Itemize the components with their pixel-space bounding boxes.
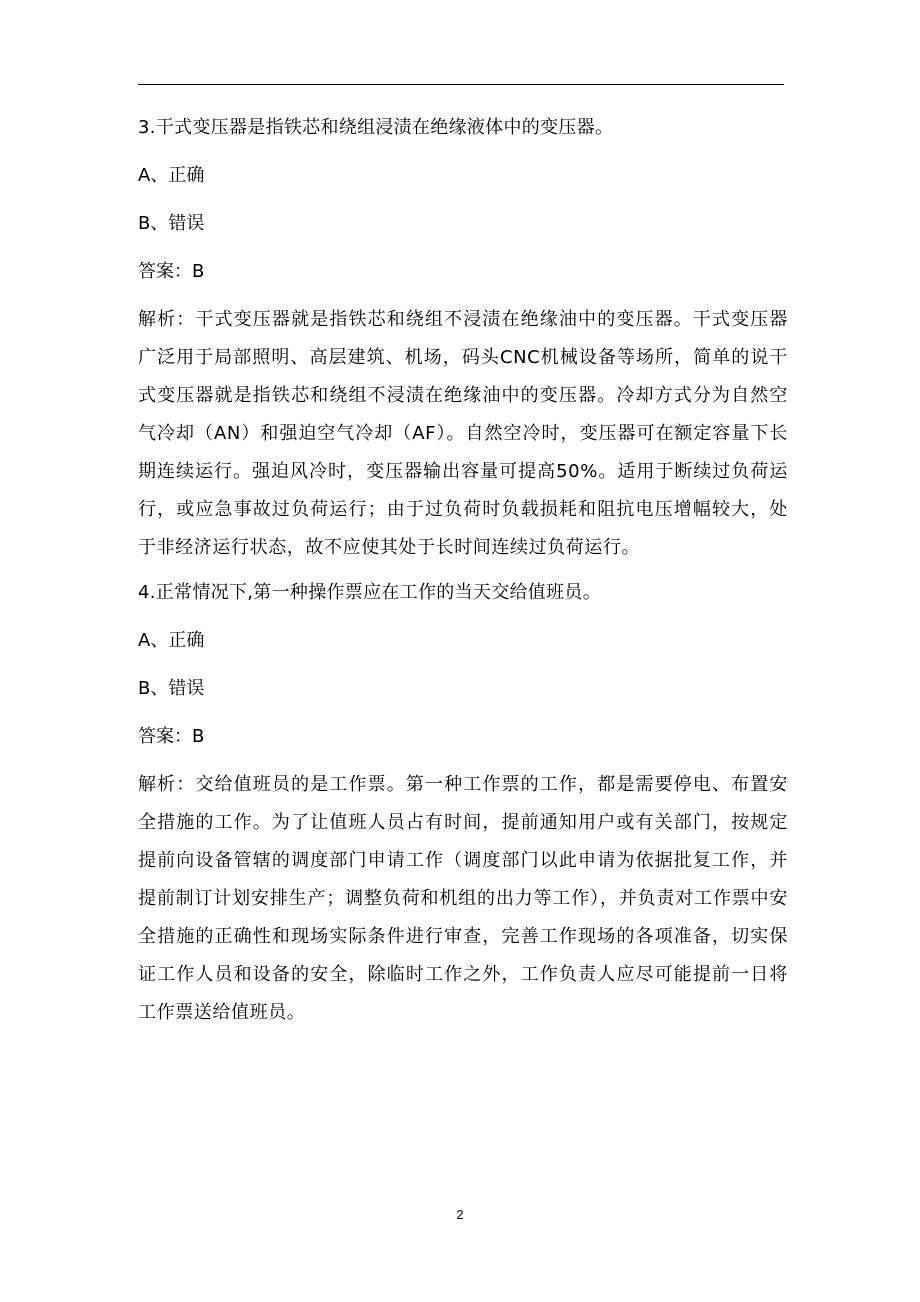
option-b: B、错误: [138, 213, 205, 234]
answer: 答案：B: [138, 261, 205, 282]
question-text: 4.正常情况下,第一种操作票应在工作的当天交给值班员。: [138, 582, 601, 603]
option-b: B、错误: [138, 678, 205, 699]
option-a: A、正确: [138, 165, 205, 186]
question-block-4: [138, 581, 788, 1032]
question-text: 3.干式变压器是指铁芯和绕组浸渍在绝缘液体中的变压器。: [138, 117, 614, 138]
analysis: 解析：干式变压器就是指铁芯和绕组不浸渍在绝缘油中的变压器。干式变压器广泛用于局部照明、高层建筑、机场，码头CNC机械设备等场所，简单的说干式变压器就是指铁芯和绕组不浸渍在绝缘油中的变压器。冷却方式分为自然空气冷却（AN）和强迫空气冷却（AF）。自然空冷时，变压器可在额定容量下长期连续运行。强迫风冷时，变压器输出容量可提高50%。适用于断续过负荷运行，或应急事故过负荷运行；由于过负荷时负载损耗和阻抗电压增幅较大，处于非经济运行状态，故不应使其处于长时间连续过负荷运行。: [138, 309, 788, 558]
option-a: A、正确: [138, 630, 205, 651]
header-rule: [138, 84, 784, 85]
analysis: 解析：交给值班员的是工作票。第一种工作票的工作，都是需要停电、布置安全措施的工作。为了让值班人员占有时间，提前通知用户或有关部门，按规定提前向设备管辖的调度部门申请工作（调度部门以此申请为依据批复工作，并提前制订计划安排生产；调整负荷和机组的出力等工作），并负责对工作票中安全措施的正确性和现场实际条件进行审查，完善工作现场的各项准备，切实保证工作人员和设备的安全，除临时工作之外，工作负责人应尽可能提前一日将工作票送给值班员。: [138, 774, 788, 1023]
answer: 答案：B: [138, 726, 205, 747]
page-number: 2: [456, 1207, 464, 1222]
question-block-3: [138, 116, 788, 567]
page-content: [138, 116, 788, 1046]
